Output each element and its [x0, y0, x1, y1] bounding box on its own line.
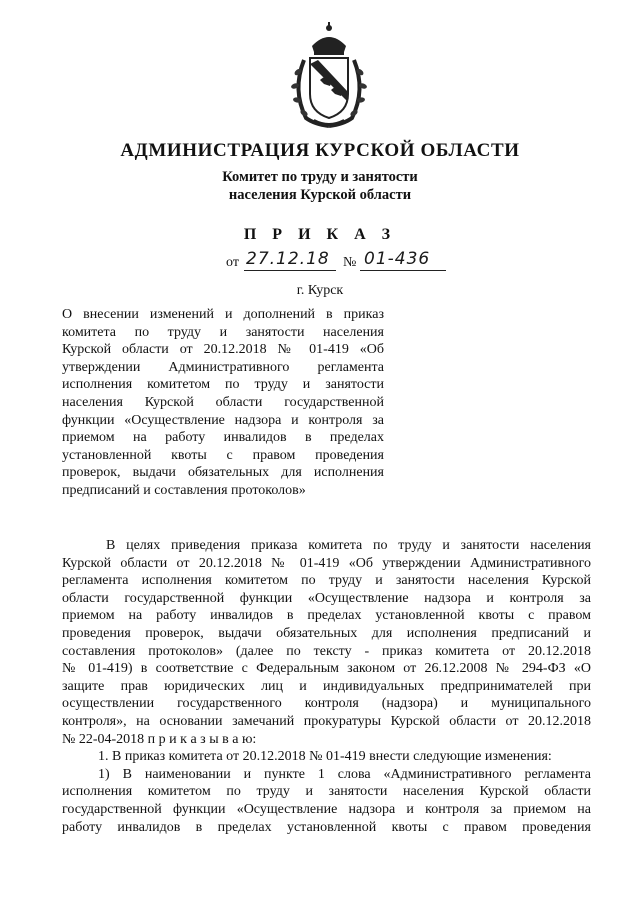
subject-line: проверок, выдачи обязательных для исполнения: [62, 465, 384, 481]
administration-title: АДМИНИСТРАЦИЯ КУРСКОЙ ОБЛАСТИ: [120, 140, 520, 161]
kursk-coat-of-arms-icon: [284, 20, 374, 128]
subject-line: функции «Осуществление надзора и контроля за: [62, 412, 384, 428]
number-value: 01-436: [364, 249, 431, 269]
body-line: защите прав юридических лиц и индивидуальных предпринимателей при: [62, 678, 591, 694]
body-line: регламента исполнения комитетом по труду и занятости населения Курской: [62, 573, 591, 589]
date-value: 27.12.18: [246, 249, 330, 269]
body-line: приемом на работу инвалидов в пределах установленной квоты с правом: [62, 608, 591, 624]
body-line: В целях приведения приказа комитета по труду и занятости населения: [106, 538, 591, 553]
date-prefix: от: [226, 255, 239, 270]
committee-line-2: населения Курской области: [228, 187, 412, 203]
order-title: П Р И К А З: [243, 226, 397, 243]
body-line: осуществлении государственного контроля (надзора) и муниципального: [62, 696, 591, 712]
subject-line: утверждении Административного регламента: [62, 359, 384, 375]
body-line: области государственной функции «Осуществление надзора и контроля за: [62, 590, 591, 606]
body-line: № 01-419) в соответствие с Федеральным законом от 26.12.2008 № 294-ФЗ «О: [62, 661, 591, 677]
subject-line: предписаний и составления протоколов»: [62, 482, 306, 498]
body-line: 1. В приказ комитета от 20.12.2018 № 01-419 внести следующие изменения:: [98, 749, 552, 765]
body-line: проведения проверок, выдачи обязательных для исполнения предписаний и: [62, 625, 591, 641]
committee-line-1: Комитет по труду и занятости: [222, 169, 418, 185]
subject-line: населения Курской области государственной: [62, 394, 384, 410]
body-line: работу инвалидов в пределах установленной квоты с правом проведения: [62, 819, 591, 835]
subject-line: приемом на работу инвалидов в пределах: [62, 430, 384, 446]
body-line: составления протоколов» (далее по тексту - приказ комитета от 20.12.2018: [62, 643, 591, 659]
subject-line: Курской области от 20.12.2018 № 01-419 «Об: [62, 342, 384, 358]
body-line: контроля», на основании замечаний прокуратуры Курской области от 20.12.2018: [62, 713, 591, 729]
body-line: Курской области от 20.12.2018 № 01-419 «Об утверждении Административного: [62, 555, 591, 571]
order-subject: [62, 306, 384, 500]
body-line: № 22-04-2018 п р и к а з ы в а ю:: [62, 731, 257, 747]
committee-name: [0, 168, 640, 204]
order-date-number: [226, 249, 456, 274]
subject-line: установленной квоты с правом проведения: [62, 447, 384, 463]
body-line: исполнения комитетом по труду и занятости населения Курской области: [62, 784, 591, 800]
city: г. Курск: [296, 283, 344, 298]
order-body: [62, 537, 591, 836]
body-line: государственной функции «Осуществление надзора и контроля за приемом на: [62, 801, 591, 817]
number-prefix: №: [343, 255, 357, 270]
subject-line: О внесении изменений и дополнений в приказ: [62, 307, 384, 322]
subject-line: исполнения комитетом по труду и занятости: [62, 377, 384, 393]
subject-line: комитета по труду и занятости населения: [62, 324, 384, 340]
body-line: 1) В наименовании и пункте 1 слова «Административного регламента: [98, 766, 591, 782]
